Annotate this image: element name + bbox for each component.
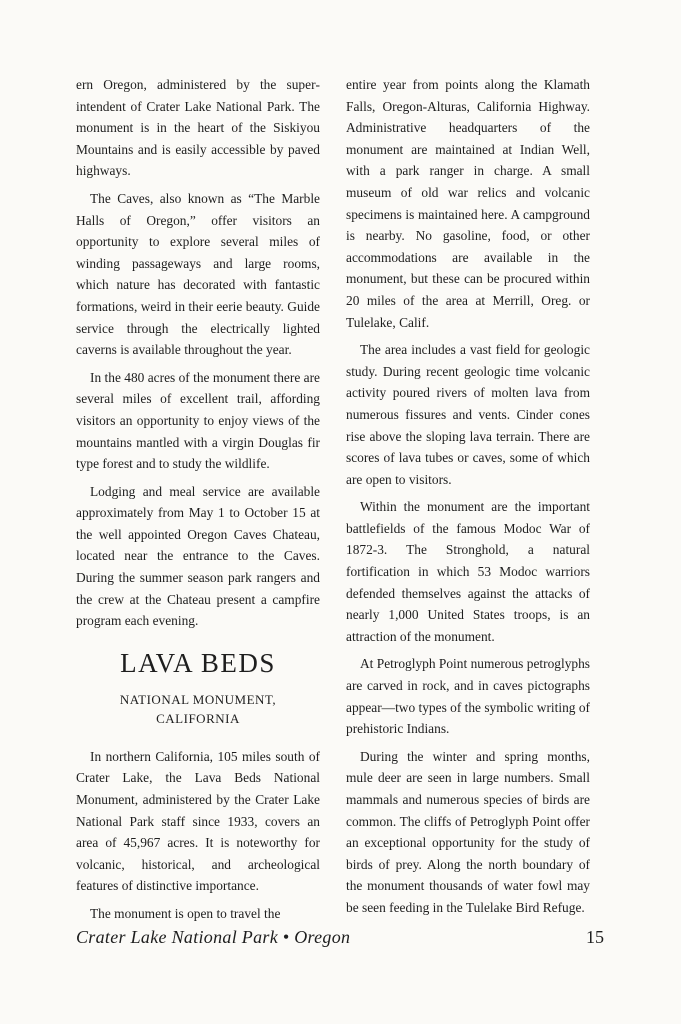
paragraph: ern Oregon, administered by the superintendent of Crater Lake National Park. The monument is in the heart of the Siskiyou Mountains and is easily accessible by paved highways. (76, 77, 320, 179)
paragraph: Lodging and meal service are available approximately from May 1 to October 15 at the well appointed Oregon Caves Chateau, located near the entrance to the Caves. During the summer season park rangers and the crew at the Chateau present a campfire program each evening. (76, 483, 320, 629)
page-number: 15 (586, 927, 604, 947)
paragraph: Within the monument are the important battlefields of the famous Modoc War of 1872-3. The Stronghold, a natural fortification in which 53 Modoc warriors defended themselves against the attacks of nearly 1,000 United States troops, is an attraction of the monument. (346, 499, 590, 644)
footer-title: Crater Lake National Park • Oregon (76, 927, 351, 947)
paragraph: entire year from points along the Klamath Falls, Oregon-Alturas, California Highway. Administrative headquarters of the monument are maintained at Indian Well, with a park ranger in charge. A small museum of old war relics and volcanic specimens is maintained here. A campground is nearby. No gasoline, food, or other accommodations are available in the monument, but these can be procured within 20 miles of the area at Merrill, Oreg. or Tulelake, Calif. (346, 77, 590, 330)
paragraph: During the winter and spring months, mule deer are seen in large numbers. Small mammals and numerous species of birds are common. The cliffs of Petroglyph Point offer an exceptional opportunity for the study of birds of prey. Along the north boundary of the monument thousands of water fowl may be seen feeding in the Tulelake Bird Refuge. (346, 748, 590, 915)
paragraph: The monument is open to travel the (90, 906, 281, 921)
paragraph: In the 480 acres of the monument there are several miles of excellent trail, affording visitors an opportunity to enjoy views of the mountains mantled with a virgin Douglas fir type forest and to study the wildlife. (76, 369, 320, 472)
right-column (346, 74, 590, 925)
section-heading (76, 648, 320, 728)
section-title: LAVA BEDS (120, 647, 276, 678)
section-subtitle-line2: CALIFORNIA (156, 710, 240, 726)
left-column (76, 74, 320, 931)
paragraph: The Caves, also known as “The Marble Halls of Oregon,” offer visitors an opportunity to explore several miles of winding passageways and large rooms, which nature has decorated with fantastic formations, weird in their eerie beauty. Guide service through the electrically lighted caverns is available throughout the year. (76, 190, 320, 358)
section-subtitle-line1: NATIONAL MONUMENT, (119, 691, 277, 707)
paragraph: In northern California, 105 miles south of Crater Lake, the Lava Beds National Monument, administered by the Crater Lake National Park staff since 1933, covers an area of 45,967 acres. It is noteworthy for volcanic, historical, and archeological features of distinctive importance. (76, 748, 320, 894)
paragraph: The area includes a vast field for geologic study. During recent geologic time volcanic activity poured rivers of molten lava from numerous fissures and vents. Cinder cones rise above the sloping lava terrain. There are scores of lava tubes or caves, some of which are open to visitors. (346, 342, 590, 487)
paragraph: At Petroglyph Point numerous petroglyphs are carved in rock, and in caves pictographs appear—two types of the symbolic writing of prehistoric Indians. (346, 656, 590, 737)
page-footer (76, 927, 604, 948)
